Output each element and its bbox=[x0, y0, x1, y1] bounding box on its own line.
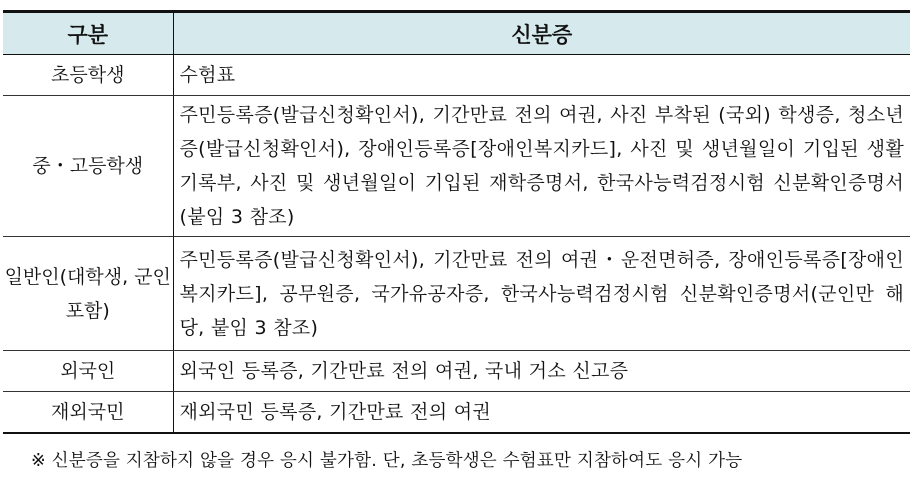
row-documents: 주민등록증(발급신청확인서), 기간만료 전의 여권・운전면허증, 장애인등록증[장애인복지카드], 공무원증, 국가유공자증, 한국사능력검정시험 신분확인증명서(군인만 해당, 붙임 3 참조) bbox=[173, 237, 910, 351]
table-row bbox=[3, 351, 910, 392]
row-category: 일반인(대학생, 군인 포함) bbox=[3, 237, 173, 351]
table-row bbox=[3, 392, 910, 434]
table-row bbox=[3, 237, 910, 351]
header-id-documents: 신분증 bbox=[173, 12, 910, 55]
id-requirements-table bbox=[3, 10, 910, 434]
row-category: 중・고등학생 bbox=[3, 96, 173, 237]
table-row bbox=[3, 96, 910, 237]
row-category: 외국인 bbox=[3, 351, 173, 392]
table-header-row bbox=[3, 12, 910, 55]
row-category: 재외국민 bbox=[3, 392, 173, 434]
table-row bbox=[3, 55, 910, 96]
row-documents: 외국인 등록증, 기간만료 전의 여권, 국내 거소 신고증 bbox=[173, 351, 910, 392]
row-category: 초등학생 bbox=[3, 55, 173, 96]
row-documents: 주민등록증(발급신청확인서), 기간만료 전의 여권, 사진 부착된 (국외) 학생증, 청소년증(발급신청확인서), 장애인등록증[장애인복지카드], 사진 및 생년월일이 기입된 생활기록부, 사진 및 생년월일이 기입된 재학증명서, 한국사능력검정시험 신분확인증명서(붙임 3 참조) bbox=[173, 96, 910, 237]
row-documents: 재외국민 등록증, 기간만료 전의 여권 bbox=[173, 392, 910, 434]
header-category: 구분 bbox=[3, 12, 173, 55]
footnote: ※ 신분증을 지참하지 않을 경우 응시 불가함. 단, 초등학생은 수험표만 지참하여도 응시 가능 bbox=[31, 451, 743, 471]
row-documents: 수험표 bbox=[173, 55, 910, 96]
